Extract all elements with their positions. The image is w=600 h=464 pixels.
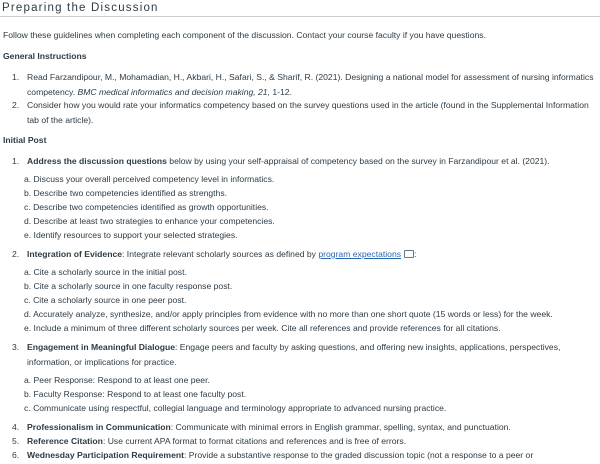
initial-item-5: 5. Reference Citation: Use current APA format to format citations and references and is free of errors. <box>12 436 407 446</box>
list-item: b. Faculty Response: Respond to at least one faculty post. <box>24 389 247 399</box>
initial-item-3: 3. Engagement in Meaningful Dialogue: Engage peers and faculty by asking questions, and offering new insights, applications, perspectives, information, or implications for practice. <box>12 342 561 367</box>
initial-item-6: 6. Wednesday Participation Requirement: Provide a substantive response to the graded discussion topic (not a response to a peer or <box>12 450 534 460</box>
initial-post-heading: Initial Post <box>3 135 47 145</box>
general-item-1: 1. Read Farzandipour, M., Mohamadian, H., Akbari, H., Safari, S., & Sharif, R. (2021). Designing a national model for assessment of nursing informatics competency. BMC medical informatics and decision making, 21, 1-12. <box>12 72 594 97</box>
list-item: b. Cite a scholarly source in one faculty response post. <box>24 281 233 291</box>
program-expectations-link[interactable]: program expectations <box>318 249 402 259</box>
list-item: c. Communicate using respectful, collegial language and terminology appropriate to advanced nursing practice. <box>24 403 447 413</box>
list-item: d. Accurately analyze, synthesize, and/or apply principles from evidence with no more than one short quote (15 words or less) for the week. <box>24 309 553 319</box>
initial-item-1: 1. Address the discussion questions below by using your self-appraisal of competency based on the survey in Farzandipour et al. (2021). <box>12 156 550 166</box>
list-item: e. Include a minimum of three different scholarly sources per week. Cite all references and provide references for all citations. <box>24 323 501 333</box>
external-link-icon <box>404 250 414 258</box>
general-instructions-heading: General Instructions <box>3 51 87 61</box>
list-item: a. Peer Response: Respond to at least one peer. <box>24 375 210 385</box>
intro-text: Follow these guidelines when completing each component of the discussion. Contact your course faculty if you have questions. <box>3 30 486 40</box>
list-item: b. Describe two competencies identified as strengths. <box>24 188 228 198</box>
general-item-2: 2. Consider how you would rate your informatics competency based on the survey questions used in the article (found in the Supplemental Information tab of the article). <box>12 100 589 125</box>
list-item: d. Describe at least two strategies to enhance your competencies. <box>24 216 275 226</box>
list-item: c. Describe two competencies identified as growth opportunities. <box>24 202 269 212</box>
list-item: a. Discuss your overall perceived competency level in informatics. <box>24 174 275 184</box>
list-item: a. Cite a scholarly source in the initial post. <box>24 267 187 277</box>
page-title: Preparing the Discussion <box>0 0 600 17</box>
list-item: c. Cite a scholarly source in one peer post. <box>24 295 187 305</box>
initial-item-2: 2. Integration of Evidence: Integrate relevant scholarly sources as defined by program expectations : <box>12 249 417 259</box>
initial-item-4: 4. Professionalism in Communication: Communicate with minimal errors in English grammar, spelling, syntax, and punctuation. <box>12 422 511 432</box>
list-item: e. Identify resources to support your selected strategies. <box>24 230 238 240</box>
